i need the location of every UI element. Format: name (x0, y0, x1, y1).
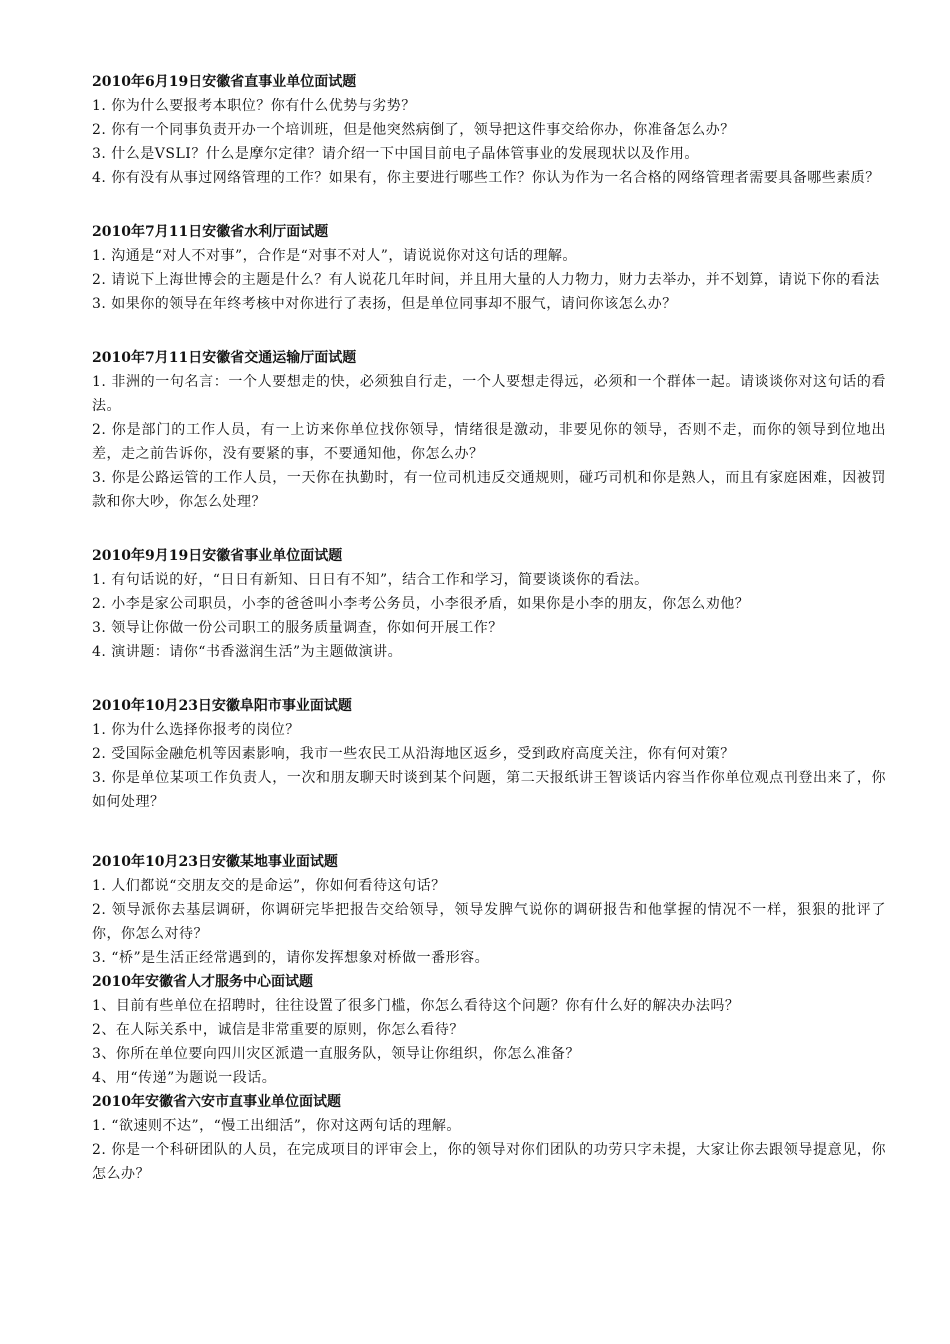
question-item: 3、你所在单位要向四川灾区派遣一直服务队，领导让你组织，你怎么准备？ (92, 1046, 580, 1062)
question-item: 3. 什么是VSLI？什么是摩尔定律？请介绍一下中国目前电子晶体管事业的发展现状以及作用。 (92, 146, 699, 162)
question-item: 2. 你是一个科研团队的人员，在完成项目的评审会上，你的领导对你们团队的功劳只字未提，大家让你去跟领导提意见，你怎么办？ (92, 1142, 886, 1182)
question-item: 1. 你为什么要报考本职位？你有什么优势与劣势？ (92, 98, 416, 114)
question-item: 3. 你是单位某项工作负责人，一次和朋友聊天时谈到某个问题，第二天报纸讲王智谈话内容当作你单位观点刊登出来了，你如何处理？ (92, 770, 886, 810)
question-item: 1. 沟通是“对人不对事”，合作是“对事不对人”，请说说你对这句话的理解。 (92, 248, 577, 264)
section-title: 2010年10月23日安徽某地事业面试题 (92, 854, 338, 870)
section-title: 2010年安徽省六安市直事业单位面试题 (92, 1094, 341, 1110)
question-item: 4. 演讲题：请你“书香滋润生活”为主题做演讲。 (92, 644, 403, 660)
section-title: 2010年9月19日安徽省事业单位面试题 (92, 548, 343, 564)
question-item: 2、在人际关系中，诚信是非常重要的原则，你怎么看待？ (92, 1022, 464, 1038)
question-item: 4. 你有没有从事过网络管理的工作？如果有，你主要进行哪些工作？你认为作为一名合格的网络管理者需要具备哪些素质？ (92, 170, 880, 186)
question-item: 3. “桥”是生活正经常遇到的，请你发挥想象对桥做一番形容。 (92, 950, 490, 966)
section-5 (92, 694, 886, 814)
section-1 (92, 70, 886, 190)
question-item: 1. “欲速则不达”，“慢工出细活”，你对这两句话的理解。 (92, 1118, 461, 1134)
question-item: 3. 如果你的领导在年终考核中对你进行了表扬，但是单位同事却不服气，请问你该怎么办？ (92, 296, 677, 312)
question-item: 1. 非洲的一句名言：一个人要想走的快，必须独自行走，一个人要想走得远，必须和一个群体一起。请谈谈你对这句话的看法。 (92, 374, 886, 414)
question-item: 2. 小李是家公司职员，小李的爸爸叫小李考公务员，小李很矛盾，如果你是小李的朋友，你怎么劝他？ (92, 596, 750, 612)
question-item: 3. 领导让你做一份公司职工的服务质量调查，你如何开展工作？ (92, 620, 503, 636)
section-4 (92, 544, 886, 664)
question-item: 1. 你为什么选择你报考的岗位？ (92, 722, 300, 738)
question-item: 4、用“传递”为题说一段话。 (92, 1070, 277, 1086)
section-title: 2010年安徽省人才服务中心面试题 (92, 974, 313, 990)
section-3 (92, 346, 886, 514)
section-title: 2010年6月19日安徽省直事业单位面试题 (92, 74, 357, 90)
section-title: 2010年7月11日安徽省交通运输厅面试题 (92, 350, 357, 366)
section-2 (92, 220, 886, 316)
question-item: 1. 有句话说的好，“日日有新知、日日有不知”，结合工作和学习，简要谈谈你的看法。 (92, 572, 649, 588)
section-title: 2010年7月11日安徽省水利厅面试题 (92, 224, 329, 240)
question-item: 1、目前有些单位在招聘时，往往设置了很多门槛，你怎么看待这个问题？你有什么好的解决办法吗？ (92, 998, 740, 1014)
question-item: 2. 受国际金融危机等因素影响，我市一些农民工从沿海地区返乡，受到政府高度关注，你有何对策？ (92, 746, 735, 762)
question-item: 2. 请说下上海世博会的主题是什么？有人说花几年时间，并且用大量的人力物力，财力去举办，并不划算，请说下你的看法 (92, 272, 880, 288)
section-title: 2010年10月23日安徽阜阳市事业面试题 (92, 698, 352, 714)
question-item: 1. 人们都说“交朋友交的是命运”，你如何看待这句话？ (92, 878, 446, 894)
section-6 (92, 850, 886, 970)
question-item: 2. 领导派你去基层调研，你调研完毕把报告交给领导，领导发脾气说你的调研报告和他掌握的情况不一样，狠狠的批评了你，你怎么对待？ (92, 902, 886, 942)
question-item: 2. 你是部门的工作人员，有一上访来你单位找你领导，情绪很是激动，非要见你的领导，否则不走，而你的领导到位地出差，走之前告诉你，没有要紧的事，不要通知他，你怎么办？ (92, 422, 886, 462)
section-7 (92, 970, 886, 1090)
section-8 (92, 1090, 886, 1186)
question-item: 3. 你是公路运管的工作人员，一天你在执勤时，有一位司机违反交通规则，碰巧司机和你是熟人，而且有家庭困难，因被罚款和你大吵，你怎么处理？ (92, 470, 886, 510)
document-page (92, 70, 886, 1186)
question-item: 2. 你有一个同事负责开办一个培训班，但是他突然病倒了，领导把这件事交给你办，你准备怎么办？ (92, 122, 735, 138)
